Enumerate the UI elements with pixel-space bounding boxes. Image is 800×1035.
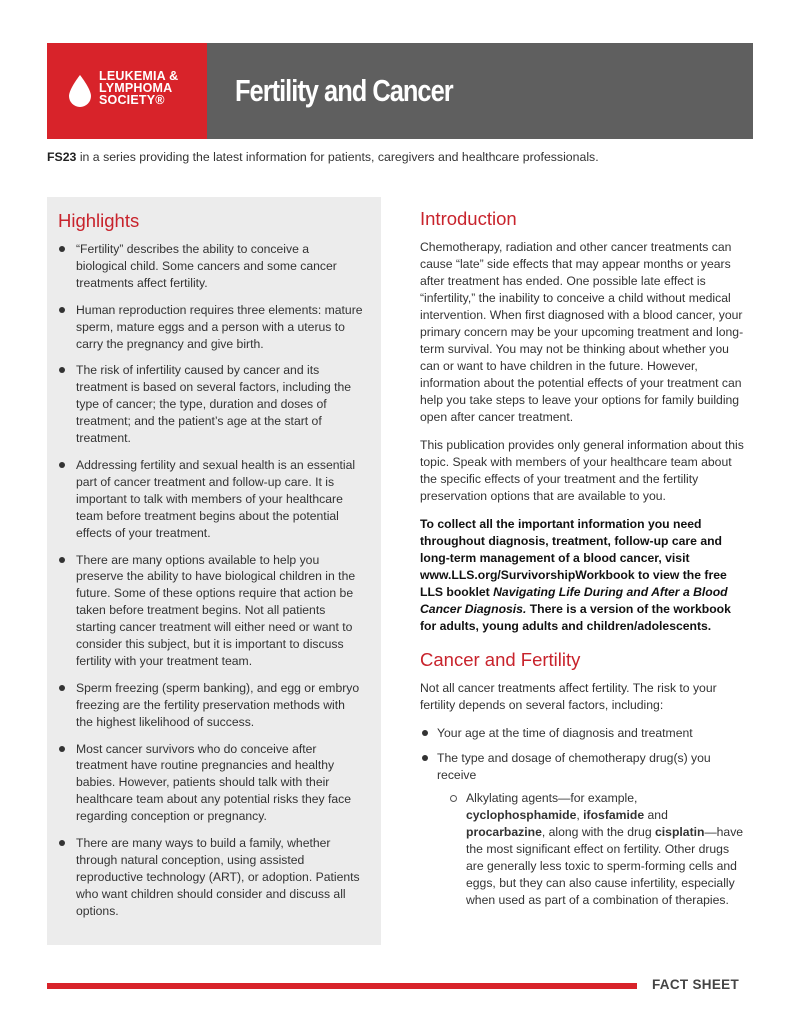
highlights-panel xyxy=(47,197,381,945)
introduction-heading: Introduction xyxy=(420,208,517,229)
highlight-item: The risk of infertility caused by cancer and its treatment is based on several factors, including the type of cancer; the type, duration and doses of treatment; and the patient’s age at the start of treatment. xyxy=(57,362,363,447)
highlight-item: Human reproduction requires three elements: mature sperm, mature eggs and a person with a uterus to carry the pregnancy and give birth. xyxy=(57,302,363,353)
series-text: in a series providing the latest information for patients, caregivers and healthcare professionals. xyxy=(76,150,599,164)
org-name-line3: SOCIETY® xyxy=(99,93,165,107)
drug-sublist xyxy=(437,790,750,909)
org-name-line1: LEUKEMIA & xyxy=(99,69,179,83)
highlights-list xyxy=(57,241,363,930)
drug-name: procarbazine xyxy=(466,825,542,839)
drug-text: Alkylating agents—for example, xyxy=(466,791,638,805)
footer-divider xyxy=(47,983,637,989)
risk-factors-list xyxy=(420,725,750,909)
highlight-item: Most cancer survivors who do conceive after treatment have routine pregnancies and healthy babies. However, patients should talk with their healthcare team about any potential risks they face regarding conception or pregnancy. xyxy=(57,741,363,826)
page-title: Fertility and Cancer xyxy=(235,73,453,108)
drug-sublist-item xyxy=(437,790,750,909)
intro-paragraph-1: Chemotherapy, radiation and other cancer treatments can cause “late” side effects that may appear months or years after treatment has ended. One possible late effect is “infertility,” the inability to conceive a child without medical intervention. When first diagnosed with a blood cancer, your primary concern may be your upcoming treatment and long-term survival. You may not be thinking about whether you can or want to have children in the future. However, information about the potential effects of your treatment can help you take steps to leave your options for family building open after cancer treatment. xyxy=(420,240,744,424)
cancer-fertility-intro: Not all cancer treatments affect fertility. The risk to your fertility depends on several factors, including: xyxy=(420,681,717,712)
series-line xyxy=(47,150,599,164)
drug-text: , xyxy=(576,808,584,822)
risk-factor-item: Your age at the time of diagnosis and treatment xyxy=(420,725,750,742)
header-banner xyxy=(47,43,753,139)
intro-paragraph-2: This publication provides only general information about this topic. Speak with members of your healthcare team about the specific effects of your treatment and the fertility preservation options that are available to you. xyxy=(420,438,744,503)
workbook-callout-tail: There is a version of the workbook for adults, young adults and children/adolescents. xyxy=(420,602,731,633)
drug-name: ifosfamide xyxy=(583,808,645,822)
org-name xyxy=(99,70,178,106)
workbook-callout-text: To collect all the important information you need throughout diagnosis, treatment, follow-up care and long-term management of a blood cancer, visit www.LLS.org/SurvivorshipWorkbook to view the free LLS booklet xyxy=(420,517,727,599)
highlight-item: Sperm freezing (sperm banking), and egg or embryo freezing are the fertility preservation methods with the highest likelihood of success. xyxy=(57,680,363,731)
title-band xyxy=(207,43,753,139)
fact-sheet-label: FACT SHEET xyxy=(652,977,740,992)
highlight-item: “Fertility” describes the ability to conceive a biological child. Some cancers and some cancer treatments affect fertility. xyxy=(57,241,363,292)
workbook-callout xyxy=(420,516,750,635)
drug-text: —have the most significant effect on fertility. Other drugs are generally less toxic to sperm-forming cells and eggs, but they can also cause infertility, especially when used as part of a combination of therapies. xyxy=(466,825,744,907)
drug-text: and xyxy=(644,808,668,822)
drug-text: , along with the drug xyxy=(541,825,656,839)
booklet-title: Navigating Life During and After a Blood Cancer Diagnosis. xyxy=(420,585,728,616)
drug-name: cisplatin xyxy=(655,825,705,839)
highlight-item: Addressing fertility and sexual health is an essential part of cancer treatment and follow-up care. It is important to talk with members of your healthcare team before treatment begins about the potential effects of your treatment. xyxy=(57,457,363,542)
blood-drop-icon xyxy=(67,74,93,108)
org-name-line2: LYMPHOMA xyxy=(99,81,173,95)
risk-factor-text: The type and dosage of chemotherapy drug(s) you receive xyxy=(437,751,711,782)
highlight-item: There are many options available to help you preserve the ability to have biological children in the future. Some of these options require that action be taken before treatment begins. Not all patients starting cancer treatment will either need or want to consider this subject, but it is important to discuss fertility with your treatment team. xyxy=(57,552,363,670)
cancer-fertility-heading: Cancer and Fertility xyxy=(420,649,581,670)
series-code: FS23 xyxy=(47,150,77,164)
risk-factor-item xyxy=(420,750,750,909)
drug-name: cyclophosphamide xyxy=(466,808,577,822)
lls-logo xyxy=(47,43,207,139)
highlight-item: There are many ways to build a family, whether through natural conception, using assisted reproductive technology (ART), or adoption. Patients who want children should consider and discuss all options. xyxy=(57,835,363,920)
highlights-heading: Highlights xyxy=(58,210,140,231)
main-column xyxy=(420,208,750,917)
